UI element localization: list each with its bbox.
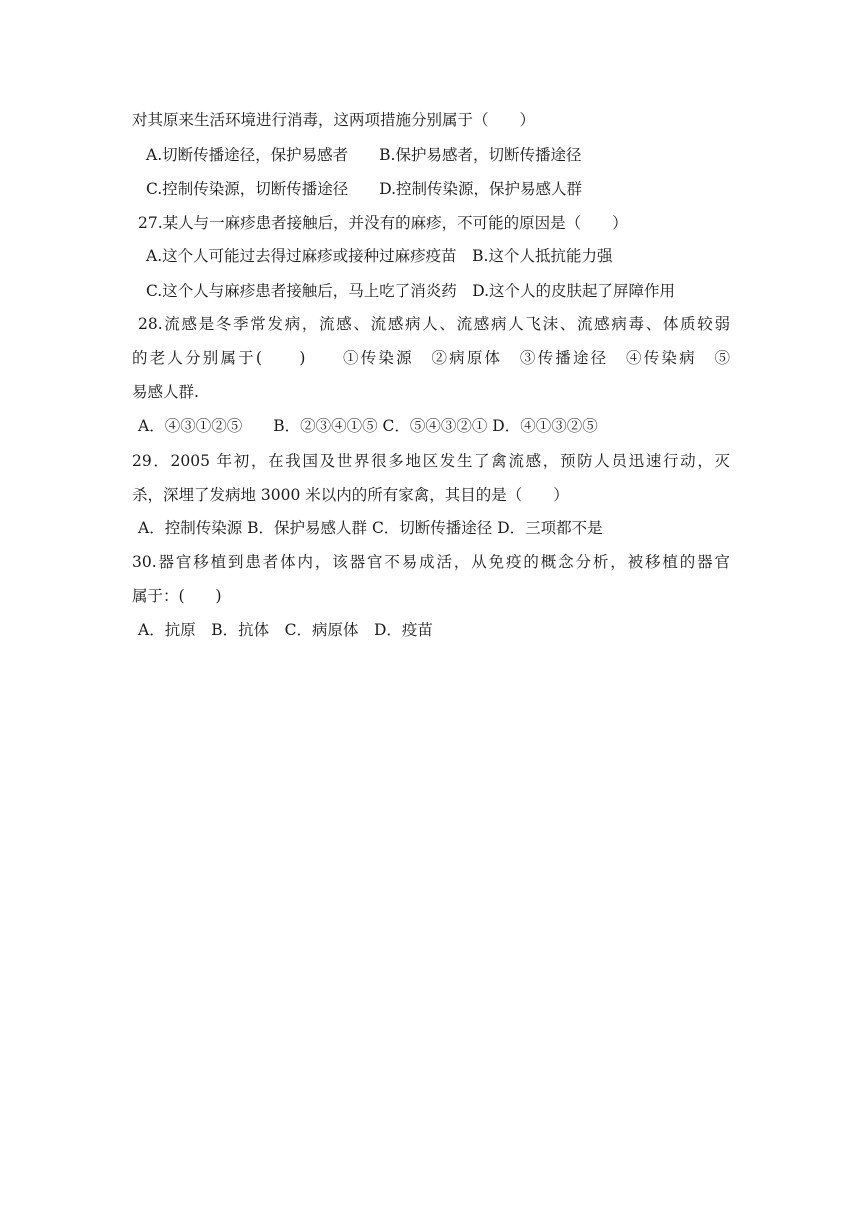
q27-options-ab: A.这个人可能过去得过麻疹或接种过麻疹疫苗 B.这个人抵抗能力强 — [146, 247, 613, 265]
q28-stem-line-3: 易感人群. — [132, 383, 199, 401]
q30-stem-line-2: 属于：( ) — [132, 587, 222, 605]
q29-stem-line-2: 杀，深埋了发病地 3000 米以内的所有家禽，其目的是（ ） — [132, 486, 569, 504]
q28-options: A．④③①②⑤ B．②③④①⑤ C．⑤④③②① D．④①③②⑤ — [138, 417, 598, 435]
q29-stem-line-1: 29．2005 年初，在我国及世界很多地区发生了禽流感，预防人员迅速行动，灭 — [132, 452, 730, 470]
q29-options: A．控制传染源 B．保护易感人群 C．切断传播途径 D．三项都不是 — [138, 519, 603, 537]
q27-stem: 27.某人与一麻疹患者接触后，并没有的麻疹，不可能的原因是（ ） — [138, 214, 628, 232]
q27-options-cd: C.这个人与麻疹患者接触后，马上吃了消炎药 D.这个人的皮肤起了屏障作用 — [146, 282, 676, 300]
q28-stem-line-2: 的老人分别属于( ) ①传染源 ②病原体 ③传播途径 ④传染病 ⑤ — [132, 349, 730, 367]
q26-stem-continuation: 对其原来生活环境进行消毒，这两项措施分别属于（ ） — [132, 111, 536, 129]
q30-options: A．抗原 B．抗体 C．病原体 D．疫苗 — [138, 621, 433, 639]
q28-stem-line-1: 28.流感是冬季常发病，流感、流感病人、流感病人飞沫、流感病毒、体质较弱 — [138, 315, 730, 333]
q26-options-cd: C.控制传染源，切断传播途径 D.控制传染源，保护易感人群 — [146, 180, 583, 198]
q26-options-ab: A.切断传播途径，保护易感者 B.保护易感者，切断传播途径 — [146, 146, 582, 164]
q30-stem-line-1: 30.器官移植到患者体内，该器官不易成活，从免疫的概念分析，被移植的器官 — [132, 553, 730, 571]
